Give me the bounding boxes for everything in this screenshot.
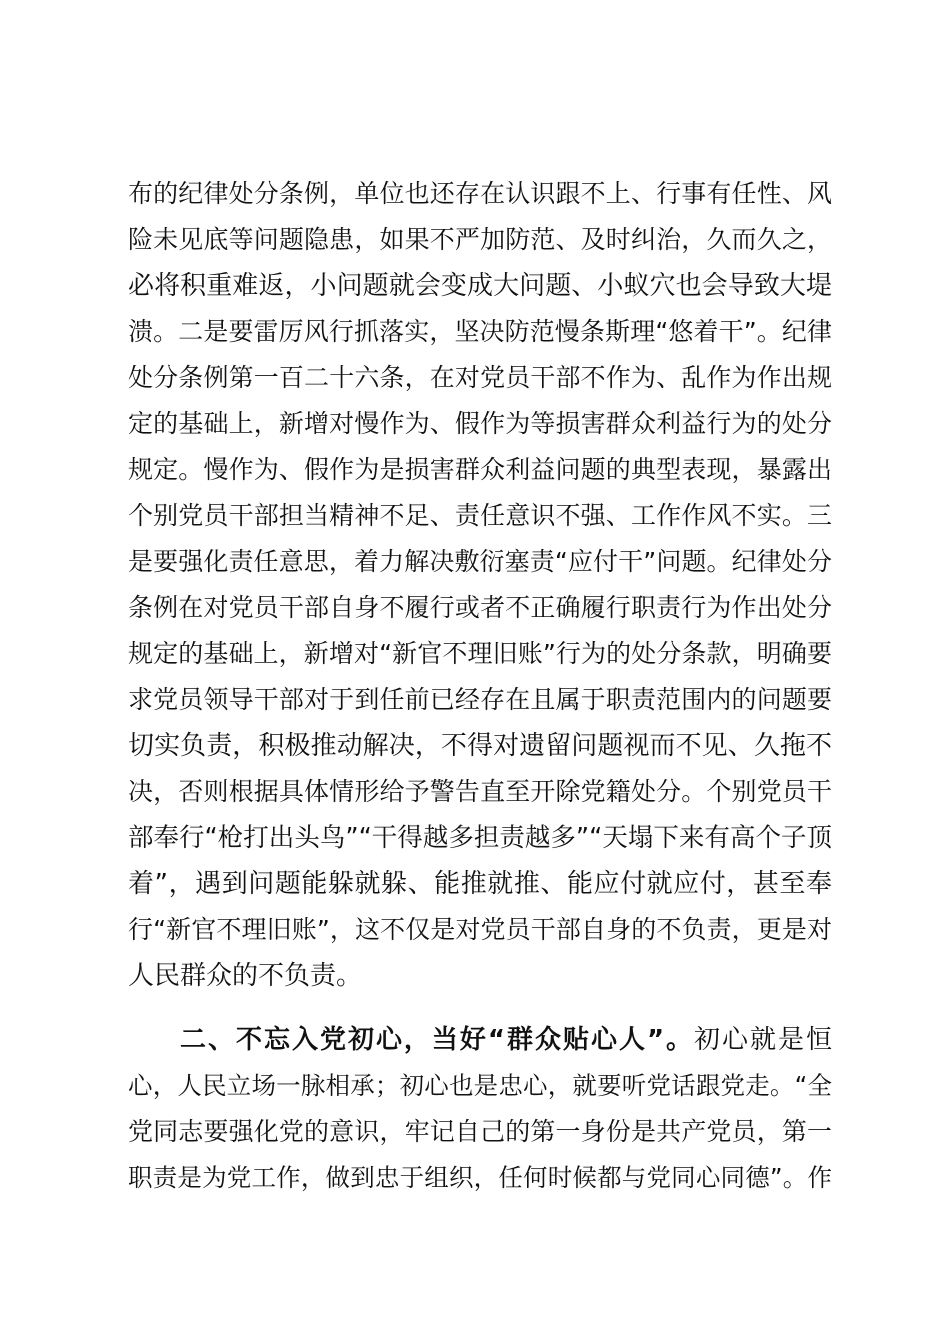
text-line: 求党员领导干部对于到任前已经存在且属于职责范围内的问题要 <box>128 685 832 714</box>
text-line: 规定。慢作为、假作为是损害群众利益问题的典型表现，暴露出 <box>128 455 832 484</box>
text-line: 人民群众的不负责。 <box>128 961 363 991</box>
text-line: 党同志要强化党的意识，牢记自己的第一身份是共产党员，第一 <box>128 1117 832 1146</box>
text-line: 是要强化责任意思，着力解决敷衍塞责“应付干”问题。纪律处分 <box>128 547 832 576</box>
text-line: 必将积重难返，小问题就会变成大问题、小蚁穴也会导致大堤 <box>128 271 832 301</box>
text-segment: 初心就是恒 <box>694 1025 832 1055</box>
text-line-first <box>180 1018 832 1062</box>
text-line: 布的纪律处分条例，单位也还存在认识跟不上、行事有任性、风 <box>128 179 832 208</box>
text-line: 行“新官不理旧账”，这不仅是对党员干部自身的不负责，更是对 <box>128 915 832 944</box>
text-line: 决，否则根据具体情形给予警告直至开除党籍处分。个别党员干 <box>128 777 832 806</box>
text-line: 职责是为党工作，做到忠于组织，任何时候都与党同心同德”。作 <box>128 1163 832 1192</box>
text-line: 溃。二是要雷厉风行抓落实，坚决防范慢条斯理“悠着干”。纪律 <box>128 317 832 346</box>
text-line: 个别党员干部担当精神不足、责任意识不强、工作作风不实。三 <box>128 501 832 530</box>
text-line: 心，人民立场一脉相承；初心也是忠心，就要听党话跟党走。“全 <box>128 1071 832 1100</box>
text-line: 条例在对党员干部自身不履行或者不正确履行职责行为作出处分 <box>128 593 832 622</box>
text-line: 处分条例第一百二十六条，在对党员干部不作为、乱作为作出规 <box>128 363 832 392</box>
text-line: 部奉行“枪打出头鸟”“干得越多担责越多”“天塌下来有高个子顶 <box>128 823 832 853</box>
text-line: 着”，遇到问题能躲就躲、能推就推、能应付就应付，甚至奉 <box>128 869 832 899</box>
text-line: 险未见底等问题隐患，如果不严加防范、及时纠治，久而久之， <box>128 225 832 254</box>
text-line: 定的基础上，新增对慢作为、假作为等损害群众利益行为的处分 <box>128 409 832 438</box>
section-heading: 二、不忘入党初心，当好“群众贴心人”。 <box>180 1025 695 1055</box>
text-line: 规定的基础上，新增对“新官不理旧账”行为的处分条款，明确要 <box>128 639 832 668</box>
text-line: 切实负责，积极推动解决，不得对遗留问题视而不见、久拖不 <box>128 731 832 761</box>
